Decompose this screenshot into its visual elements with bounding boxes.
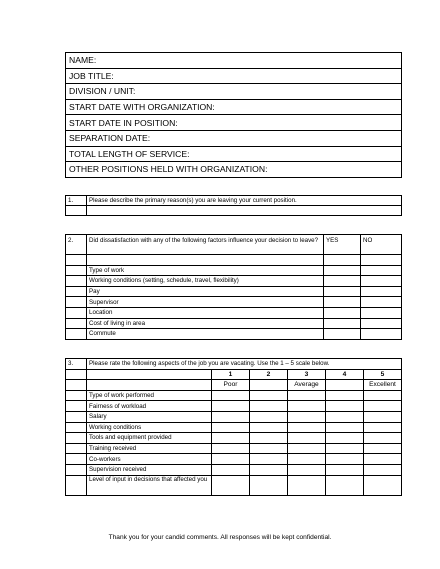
factor-row: [66, 286, 402, 297]
rating-cell[interactable]: [250, 475, 288, 495]
scale-number: 2: [250, 369, 288, 380]
yes-checkbox-cell[interactable]: [324, 307, 361, 318]
rating-cell[interactable]: [212, 475, 250, 495]
scale-number: 1: [212, 369, 250, 380]
blank-cell: [87, 255, 324, 266]
info-row: [66, 99, 402, 115]
rating-cell[interactable]: [326, 390, 364, 401]
rating-cell[interactable]: [250, 464, 288, 475]
factor-label: Commute: [87, 329, 324, 340]
factor-row: [66, 265, 402, 276]
info-row: [66, 115, 402, 131]
rating-cell[interactable]: [364, 464, 402, 475]
factor-row: [66, 297, 402, 308]
aspect-row: [66, 475, 402, 495]
employee-info-table: [65, 52, 402, 178]
no-checkbox-cell[interactable]: [361, 286, 402, 297]
aspect-row: [66, 422, 402, 433]
rating-cell[interactable]: [288, 443, 326, 454]
yes-checkbox-cell[interactable]: [324, 286, 361, 297]
rating-cell[interactable]: [250, 411, 288, 422]
rating-cell[interactable]: [326, 443, 364, 454]
info-field[interactable]: SEPARATION DATE:: [66, 130, 402, 146]
aspect-row: [66, 411, 402, 422]
aspect-row: [66, 454, 402, 465]
rating-cell[interactable]: [288, 433, 326, 444]
scale-label: Average: [288, 380, 326, 391]
factor-label: Pay: [87, 286, 324, 297]
info-field[interactable]: NAME:: [66, 53, 402, 69]
no-checkbox-cell[interactable]: [361, 265, 402, 276]
rating-cell[interactable]: [212, 464, 250, 475]
rating-cell[interactable]: [364, 422, 402, 433]
scale-label-row: [66, 380, 402, 391]
factor-row: [66, 307, 402, 318]
question-1-table: [65, 195, 402, 216]
no-checkbox-cell[interactable]: [361, 329, 402, 340]
rating-cell[interactable]: [288, 454, 326, 465]
aspect-label: Training received: [87, 443, 212, 454]
blank-cell: [66, 297, 87, 308]
question-number: 1.: [66, 196, 87, 206]
rating-cell[interactable]: [212, 433, 250, 444]
yes-checkbox-cell[interactable]: [324, 329, 361, 340]
aspect-label: Supervision received: [87, 464, 212, 475]
rating-cell[interactable]: [326, 401, 364, 412]
no-checkbox-cell[interactable]: [361, 276, 402, 287]
rating-cell[interactable]: [326, 422, 364, 433]
rating-cell[interactable]: [326, 454, 364, 465]
blank-cell: [66, 411, 87, 422]
blank-cell: [66, 286, 87, 297]
rating-cell[interactable]: [212, 454, 250, 465]
scale-label: Excellent: [364, 380, 402, 391]
blank-cell: [66, 443, 87, 454]
rating-cell[interactable]: [212, 390, 250, 401]
factor-label: Supervisor: [87, 297, 324, 308]
rating-cell[interactable]: [250, 433, 288, 444]
question-number: 3.: [66, 359, 87, 370]
rating-cell[interactable]: [364, 390, 402, 401]
blank-cell: [66, 475, 87, 495]
no-checkbox-cell[interactable]: [361, 297, 402, 308]
no-column-header: NO: [361, 235, 402, 255]
info-row: [66, 68, 402, 84]
rating-cell[interactable]: [250, 390, 288, 401]
aspect-row: [66, 433, 402, 444]
factor-label: Location: [87, 307, 324, 318]
scale-label: Poor: [212, 380, 250, 391]
info-row: [66, 53, 402, 69]
rating-cell[interactable]: [364, 401, 402, 412]
aspect-label: Salary: [87, 411, 212, 422]
aspect-row: [66, 401, 402, 412]
footer-note: Thank you for your candid comments. All responses will be kept confidential.: [108, 534, 332, 541]
rating-cell[interactable]: [212, 443, 250, 454]
factor-label: Type of work: [87, 265, 324, 276]
factor-row: [66, 329, 402, 340]
blank-cell: [66, 369, 87, 380]
question-number: 2.: [66, 235, 87, 255]
blank-cell: [66, 276, 87, 287]
yes-column-header: YES: [324, 235, 361, 255]
scale-number-row: [66, 369, 402, 380]
aspect-label: Fairness of workload: [87, 401, 212, 412]
question-2-text: Did dissatisfaction with any of the following factors influence your decision to leave?: [87, 235, 324, 255]
rating-cell[interactable]: [288, 464, 326, 475]
rating-cell[interactable]: [364, 454, 402, 465]
rating-cell[interactable]: [212, 401, 250, 412]
blank-cell: [66, 265, 87, 276]
aspect-label: Working conditions: [87, 422, 212, 433]
factor-row: [66, 276, 402, 287]
yes-checkbox-cell[interactable]: [324, 318, 361, 329]
rating-cell[interactable]: [250, 422, 288, 433]
blank-cell: [66, 329, 87, 340]
blank-cell: [66, 422, 87, 433]
info-row: [66, 162, 402, 178]
question-1-text: Please describe the primary reason(s) you are leaving your current position.: [87, 196, 402, 206]
scale-label: [326, 380, 364, 391]
rating-cell[interactable]: [326, 475, 364, 495]
aspect-label: Tools and equipment provided: [87, 433, 212, 444]
rating-cell[interactable]: [326, 464, 364, 475]
rating-cell[interactable]: [250, 443, 288, 454]
factor-row: [66, 318, 402, 329]
question-1-answer-field[interactable]: [87, 206, 402, 216]
rating-cell[interactable]: [250, 454, 288, 465]
info-row: [66, 146, 402, 162]
info-field[interactable]: JOB TITLE:: [66, 68, 402, 84]
blank-cell: [87, 380, 212, 391]
no-checkbox-cell[interactable]: [361, 307, 402, 318]
rating-cell[interactable]: [250, 401, 288, 412]
scale-number: 3: [288, 369, 326, 380]
question-2-table: [65, 234, 402, 340]
aspect-label: Co-workers: [87, 454, 212, 465]
blank-cell: [66, 464, 87, 475]
scale-number: 5: [364, 369, 402, 380]
yes-checkbox-cell[interactable]: [324, 265, 361, 276]
scale-label: [250, 380, 288, 391]
rating-cell[interactable]: [288, 401, 326, 412]
answer-cell: [66, 206, 87, 216]
blank-cell: [66, 255, 87, 266]
rating-cell[interactable]: [364, 411, 402, 422]
blank-cell: [66, 454, 87, 465]
info-row: [66, 130, 402, 146]
blank-cell: [66, 307, 87, 318]
info-field[interactable]: OTHER POSITIONS HELD WITH ORGANIZATION:: [66, 162, 402, 178]
info-field[interactable]: START DATE WITH ORGANIZATION:: [66, 99, 402, 115]
info-field[interactable]: TOTAL LENGTH OF SERVICE:: [66, 146, 402, 162]
rating-cell[interactable]: [212, 411, 250, 422]
blank-cell: [324, 255, 361, 266]
blank-cell: [66, 390, 87, 401]
rating-cell[interactable]: [288, 411, 326, 422]
blank-cell: [66, 401, 87, 412]
yes-checkbox-cell[interactable]: [324, 276, 361, 287]
rating-cell[interactable]: [364, 433, 402, 444]
yes-checkbox-cell[interactable]: [324, 297, 361, 308]
info-field[interactable]: START DATE IN POSITION:: [66, 115, 402, 131]
no-checkbox-cell[interactable]: [361, 318, 402, 329]
info-row: [66, 84, 402, 100]
rating-cell[interactable]: [364, 475, 402, 495]
factor-label: Cost of living in area: [87, 318, 324, 329]
rating-cell[interactable]: [364, 443, 402, 454]
rating-cell[interactable]: [212, 422, 250, 433]
info-field[interactable]: DIVISION / UNIT:: [66, 84, 402, 100]
blank-cell: [66, 380, 87, 391]
question-3-text: Please rate the following aspects of the job you are vacating. Use the 1 – 5 scale below.: [87, 359, 402, 370]
aspect-row: [66, 464, 402, 475]
scale-number: 4: [326, 369, 364, 380]
rating-cell[interactable]: [288, 475, 326, 495]
rating-cell[interactable]: [288, 390, 326, 401]
factor-label: Working conditions (setting, schedule, travel, flexibility): [87, 276, 324, 287]
blank-cell: [361, 255, 402, 266]
blank-cell: [66, 433, 87, 444]
aspect-row: [66, 390, 402, 401]
aspect-row: [66, 443, 402, 454]
question-3-table: [65, 358, 402, 496]
aspect-label: Type of work performed: [87, 390, 212, 401]
rating-cell[interactable]: [288, 422, 326, 433]
aspect-label: Level of input in decisions that affected you: [87, 475, 212, 495]
rating-cell[interactable]: [326, 433, 364, 444]
rating-cell[interactable]: [326, 411, 364, 422]
blank-cell: [87, 369, 212, 380]
blank-cell: [66, 318, 87, 329]
